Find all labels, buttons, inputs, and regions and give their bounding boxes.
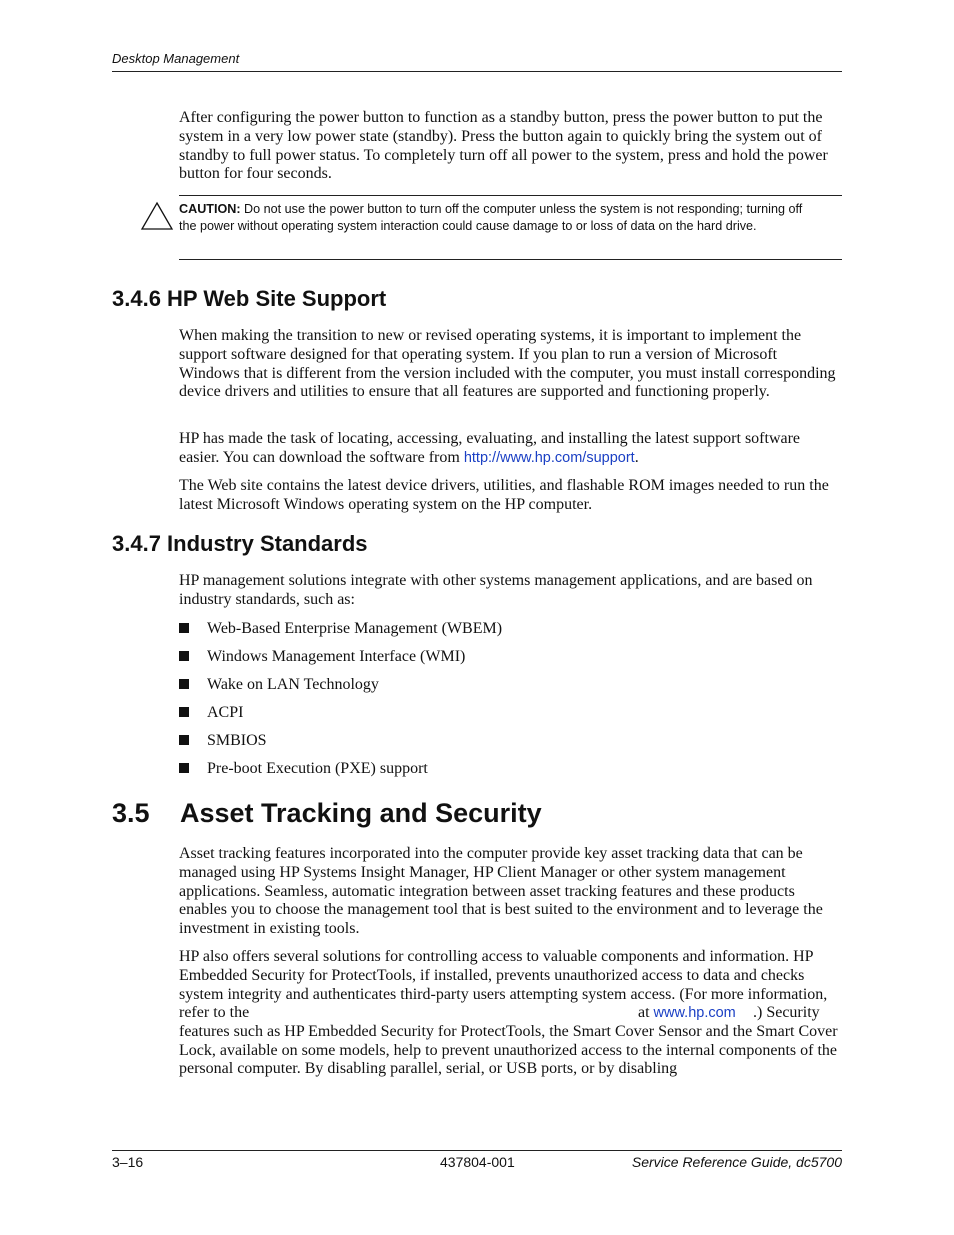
web-support-paragraph-3: The Web site contains the latest device drivers, utilities, and flashable ROM images needed to run the latest Microsoft Windows operating system on the HP computer.: [179, 477, 829, 513]
caution-top-rule: [179, 195, 842, 196]
footer-page-number: 3–16: [112, 1154, 144, 1170]
hp-com-link[interactable]: www.hp.com: [653, 1005, 736, 1021]
asset-tracking-paragraph-2-end: .) Security features such as HP Embedded Security for ProtectTools, the Smart Cover Sensor and the Smart Cover Lock, available on some models, help to prevent unauthorized access to the internal components of the personal computer. By disabling parallel, serial, or USB ports, or by disabling: [179, 1004, 838, 1078]
web-support-paragraph-2: [179, 430, 841, 468]
footer-rule: [112, 1150, 842, 1151]
caution-text: Do not use the power button to turn off the computer unless the system is not responding; turning off the power without operating system interaction could cause damage to or loss of data on the hard drive.: [179, 202, 803, 233]
bullet-square-icon: [179, 735, 189, 745]
web-support-paragraph-1: When making the transition to new or revised operating systems, it is important to implement the support software designed for that operating system. If you plan to run a version of Microsoft Windows that is different from the version included with the computer, you must install corresponding device drivers and utilities to ensure that all features are supported and functioning properly.: [179, 327, 836, 401]
section-title: Asset Tracking and Security: [180, 798, 542, 828]
footer-guide-title: Service Reference Guide, dc5700: [631, 1154, 842, 1170]
list-item-text: ACPI: [207, 704, 244, 721]
list-item-text: Wake on LAN Technology: [207, 676, 379, 693]
asset-tracking-paragraph-1: Asset tracking features incorporated into the computer provide key asset tracking data that can be managed using HP Systems Insight Manager, HP Client Manager or other system management applications. Seamless, automatic integration between asset tracking features and these products enables you to choose the management tool that is best suited to the environment and to leverage the investment in existing tools.: [179, 845, 823, 938]
industry-standards-intro: HP management solutions integrate with other systems management applications, and are based on industry standards, such as:: [179, 572, 813, 608]
intro-paragraph: After configuring the power button to function as a standby button, press the power button to put the system in a very low power state (standby). Press the button again to quickly bring the system out of standby to full power status. To completely turn off all power to the system, press and hold the power button for four seconds.: [179, 109, 828, 183]
list-item-text: Web-Based Enterprise Management (WBEM): [207, 620, 503, 637]
running-header: Desktop Management: [112, 51, 240, 66]
bullet-square-icon: [179, 763, 189, 773]
web-support-p2-end: .: [634, 448, 639, 466]
caution-bottom-rule: [179, 259, 842, 260]
caution-label: CAUTION:: [179, 202, 241, 216]
section-number: 3.5: [112, 798, 150, 828]
at-text: at: [638, 1004, 654, 1021]
heading-hp-web-site-support: 3.4.6 HP Web Site Support: [112, 286, 387, 311]
bullet-square-icon: [179, 651, 189, 661]
header-rule: [112, 71, 842, 72]
list-item-text: Pre-boot Execution (PXE) support: [207, 760, 428, 777]
heading-asset-tracking-and-security: [112, 798, 542, 829]
caution-warning-icon: [140, 201, 174, 231]
asset-tracking-paragraph-2-start: HP also offers several solutions for controlling access to valuable components and information. HP Embedded Security for ProtectTools, if installed, prevents unauthorized access to data and checks system integrity and authenticates third-party users attempting system access. (For more information, refer to the: [179, 948, 828, 1022]
footer-doc-number: 437804-001: [440, 1154, 515, 1170]
list-item-text: SMBIOS: [207, 732, 267, 749]
web-support-p2-text: HP has made the task of locating, accessing, evaluating, and installing the latest support software easier. You can download the software from: [179, 430, 801, 466]
hp-support-link[interactable]: http://www.hp.com/support: [463, 449, 635, 466]
bullet-square-icon: [179, 679, 189, 689]
heading-industry-standards: 3.4.7 Industry Standards: [112, 531, 368, 556]
list-item-text: Windows Management Interface (WMI): [207, 648, 466, 665]
caution-note: [179, 201, 819, 235]
bullet-square-icon: [179, 623, 189, 633]
bullet-square-icon: [179, 707, 189, 717]
